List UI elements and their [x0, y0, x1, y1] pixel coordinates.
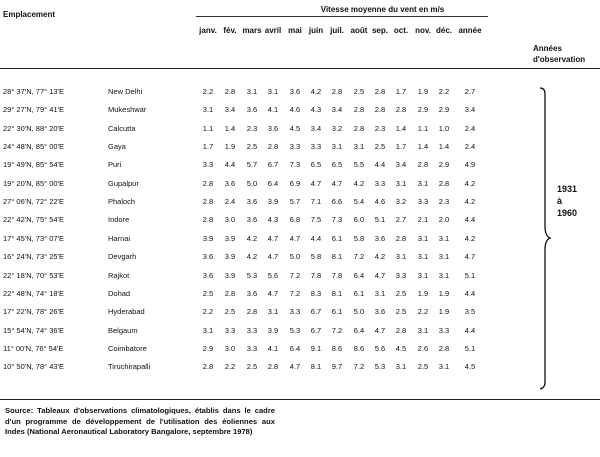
annual-value-cell: 2.4	[464, 142, 476, 152]
monthly-value-cell: 6.4	[353, 270, 365, 280]
coordinates-cell: 17° 45'N, 73° 07'E	[3, 233, 64, 243]
monthly-value-cell: 3.1	[246, 87, 258, 96]
monthly-value-cell: 3.6	[267, 123, 279, 133]
monthly-value-cell: 9.1	[310, 343, 322, 353]
monthly-value-cell: 2.5	[224, 307, 236, 317]
coordinates-cell: 27° 06'N, 72° 22'E	[3, 197, 64, 207]
coordinates-cell: 24° 48'N, 85° 00'E	[3, 142, 64, 152]
monthly-value-cell: 2.8	[353, 123, 365, 133]
monthly-value-cell: 3.4	[310, 123, 322, 133]
monthly-value-cell: 2.8	[224, 87, 236, 96]
location-name-cell: Belgaum	[108, 325, 138, 335]
month-header: juil.	[330, 26, 344, 35]
month-header: oct.	[393, 26, 409, 35]
location-name-cell: Tiruchirapalli	[108, 362, 151, 372]
monthly-value-cell: 5.3	[289, 325, 301, 335]
location-name-cell: Indore	[108, 215, 130, 225]
monthly-value-cell: 7.2	[353, 252, 365, 262]
monthly-value-cell: 4.2	[246, 233, 258, 243]
coordinates-cell: 11° 00'N, 76° 54'E	[3, 343, 64, 353]
monthly-value-cell: 3.0	[224, 343, 236, 353]
monthly-value-cell: 7.8	[310, 270, 322, 280]
coordinates-cell: 15° 54'N, 74° 36'E	[3, 325, 64, 335]
monthly-value-cell: 8.1	[310, 362, 322, 372]
monthly-value-cell: 3.3	[438, 325, 450, 335]
brace-icon	[538, 86, 552, 391]
month-header: mars	[242, 26, 262, 35]
monthly-value-cell: 4.3	[267, 215, 279, 225]
location-name-cell: Dohad	[108, 288, 131, 298]
monthly-value-cell: 3.1	[202, 105, 214, 115]
monthly-value-cell: 3.2	[331, 123, 343, 133]
monthly-value-cell: 2.8	[202, 178, 214, 188]
coordinates-cell: 22° 42'N, 75° 54'E	[3, 215, 64, 225]
monthly-value-cell: 3.3	[246, 325, 258, 335]
monthly-value-cell: 4.1	[267, 105, 279, 115]
monthly-value-cell: 5.0	[289, 252, 301, 262]
monthly-value-cell: 3.6	[224, 178, 236, 188]
monthly-value-cell: 2.5	[246, 362, 258, 372]
annual-value-cell: 5.1	[464, 270, 476, 280]
monthly-value-cell: 7.2	[331, 325, 343, 335]
monthly-value-cell: 3.6	[246, 215, 258, 225]
annual-value-cell: 5.1	[464, 343, 476, 353]
monthly-value-cell: 2.5	[417, 362, 429, 372]
coordinates-cell: 19° 20'N, 85° 00'E	[3, 178, 64, 188]
monthly-value-cell: 2.5	[395, 307, 407, 317]
monthly-value-cell: 3.1	[417, 233, 429, 243]
monthly-value-cell: 8.6	[353, 343, 365, 353]
month-header: juin	[308, 26, 324, 35]
location-name-cell: Calcutta	[108, 123, 136, 133]
monthly-value-cell: 3.9	[202, 233, 214, 243]
monthly-value-cell: 2.8	[202, 197, 214, 207]
monthly-value-cell: 4.7	[310, 178, 322, 188]
header-rule	[0, 68, 600, 69]
location-header: Emplacement	[3, 10, 56, 19]
annual-value-cell: 4.2	[464, 178, 476, 188]
monthly-value-cell: 6.7	[267, 160, 279, 170]
monthly-value-cell: 3.9	[224, 233, 236, 243]
monthly-value-cell: 2.1	[417, 215, 429, 225]
monthly-value-cell: 4.7	[267, 252, 279, 262]
monthly-value-cell: 2.3	[374, 123, 386, 133]
monthly-value-cell: 4.7	[331, 178, 343, 188]
month-header: déc.	[435, 26, 452, 35]
monthly-value-cell: 3.4	[395, 160, 407, 170]
monthly-value-cell: 2.2	[202, 307, 214, 317]
monthly-value-cell: 3.3	[417, 197, 429, 207]
monthly-value-cell: 5.8	[310, 252, 322, 262]
monthly-value-cell: 3.6	[246, 105, 258, 115]
location-name-cell: Rajkot	[108, 270, 130, 280]
years-label-line1: Années	[533, 44, 562, 53]
monthly-value-cell: 4.2	[374, 252, 386, 262]
monthly-value-cell: 1.4	[438, 142, 450, 152]
monthly-value-cell: 4.2	[310, 87, 322, 96]
monthly-value-cell: 5.6	[267, 270, 279, 280]
monthly-value-cell: 3.1	[202, 325, 214, 335]
monthly-value-cell: 1.7	[395, 87, 407, 96]
monthly-value-cell: 6.7	[310, 325, 322, 335]
monthly-value-cell: 2.8	[331, 87, 343, 96]
monthly-value-cell: 3.6	[202, 270, 214, 280]
monthly-value-cell: 7.5	[310, 215, 322, 225]
monthly-value-cell: 3.1	[267, 307, 279, 317]
footer-rule	[0, 399, 600, 400]
monthly-value-cell: 4.2	[353, 178, 365, 188]
location-name-cell: Mukeshwar	[108, 105, 147, 115]
monthly-value-cell: 5.0	[246, 178, 258, 188]
group-title: Vitesse moyenne du vent en m/s	[320, 5, 445, 14]
monthly-value-cell: 6.7	[310, 307, 322, 317]
monthly-value-cell: 3.4	[331, 105, 343, 115]
annual-value-cell: 4.2	[464, 233, 476, 243]
monthly-value-cell: 3.1	[267, 87, 279, 96]
coordinates-cell: 19° 49'N, 85° 54'E	[3, 160, 64, 170]
monthly-value-cell: 7.8	[331, 270, 343, 280]
period-separator: à	[557, 196, 563, 206]
monthly-value-cell: 6.5	[310, 160, 322, 170]
monthly-value-cell: 5.7	[246, 160, 258, 170]
monthly-value-cell: 7.2	[353, 362, 365, 372]
coordinates-cell: 22° 18'N, 70° 53'E	[3, 270, 64, 280]
monthly-value-cell: 3.1	[331, 142, 343, 152]
monthly-value-cell: 3.1	[417, 178, 429, 188]
period-end: 1960	[557, 208, 578, 218]
monthly-value-cell: 3.1	[417, 325, 429, 335]
source-note: Source: Tableaux d'observations climatologiques, établis dans le cadre d'un programme de développement de l'utilisation des éoliennes aux Indes (National Aeronautical Laboratory Bangalore, septembre 1978)	[5, 406, 275, 436]
monthly-value-cell: 3.1	[417, 270, 429, 280]
month-header: année	[458, 26, 482, 35]
monthly-value-cell: 2.8	[417, 160, 429, 170]
annual-value-cell: 2.4	[464, 123, 476, 133]
monthly-value-cell: 2.2	[417, 307, 429, 317]
location-name-cell: Gaya	[108, 142, 126, 152]
monthly-value-cell: 2.8	[202, 215, 214, 225]
monthly-value-cell: 3.9	[224, 270, 236, 280]
monthly-value-cell: 2.5	[374, 142, 386, 152]
monthly-value-cell: 4.5	[395, 343, 407, 353]
monthly-value-cell: 1.0	[438, 123, 450, 133]
monthly-value-cell: 6.4	[353, 325, 365, 335]
monthly-value-cell: 6.9	[289, 178, 301, 188]
annual-value-cell: 4.7	[464, 252, 476, 262]
monthly-value-cell: 4.7	[374, 325, 386, 335]
monthly-value-cell: 2.9	[417, 105, 429, 115]
location-name-cell: Puri	[108, 160, 122, 170]
monthly-value-cell: 3.3	[289, 307, 301, 317]
monthly-value-cell: 2.8	[202, 362, 214, 372]
monthly-value-cell: 2.8	[224, 288, 236, 298]
monthly-value-cell: 6.0	[353, 215, 365, 225]
monthly-value-cell: 1.9	[417, 288, 429, 298]
monthly-value-cell: 3.3	[289, 142, 301, 152]
monthly-value-cell: 6.1	[353, 288, 365, 298]
monthly-value-cell: 3.2	[395, 197, 407, 207]
monthly-value-cell: 2.8	[374, 105, 386, 115]
monthly-value-cell: 2.2	[224, 362, 236, 372]
monthly-value-cell: 3.6	[374, 307, 386, 317]
location-name-cell: New Delhi	[108, 87, 143, 96]
monthly-value-cell: 2.7	[395, 215, 407, 225]
monthly-value-cell: 5.7	[289, 197, 301, 207]
annual-value-cell: 4.9	[464, 160, 476, 170]
coordinates-cell: 10° 50'N, 78° 43'E	[3, 362, 64, 372]
monthly-value-cell: 3.4	[224, 105, 236, 115]
monthly-value-cell: 7.2	[289, 288, 301, 298]
coordinates-cell: 17° 22'N, 78° 26'E	[3, 307, 64, 317]
monthly-value-cell: 3.6	[374, 233, 386, 243]
annual-value-cell: 2.7	[464, 87, 476, 96]
monthly-value-cell: 5.4	[353, 197, 365, 207]
monthly-value-cell: 4.4	[310, 233, 322, 243]
monthly-value-cell: 6.6	[331, 197, 343, 207]
monthly-value-cell: 5.6	[374, 343, 386, 353]
monthly-value-cell: 4.4	[224, 160, 236, 170]
monthly-value-cell: 2.8	[267, 142, 279, 152]
monthly-value-cell: 5.8	[353, 233, 365, 243]
monthly-value-cell: 3.1	[353, 142, 365, 152]
monthly-value-cell: 3.6	[246, 197, 258, 207]
monthly-value-cell: 7.1	[310, 197, 322, 207]
monthly-value-cell: 3.1	[438, 270, 450, 280]
monthly-value-cell: 3.1	[395, 362, 407, 372]
monthly-value-cell: 1.4	[224, 123, 236, 133]
monthly-value-cell: 1.1	[417, 123, 429, 133]
monthly-value-cell: 2.2	[202, 87, 214, 96]
month-header: fév.	[223, 26, 237, 35]
location-name-cell: Harnai	[108, 233, 131, 243]
location-name-cell: Hyderabad	[108, 307, 145, 317]
monthly-value-cell: 6.1	[331, 307, 343, 317]
monthly-value-cell: 2.5	[395, 288, 407, 298]
coordinates-cell: 16° 24'N, 73° 25'E	[3, 252, 64, 262]
monthly-value-cell: 4.7	[267, 233, 279, 243]
monthly-value-cell: 3.3	[224, 325, 236, 335]
monthly-value-cell: 4.7	[289, 233, 301, 243]
monthly-value-cell: 2.8	[438, 178, 450, 188]
monthly-value-cell: 4.7	[374, 270, 386, 280]
monthly-value-cell: 3.0	[224, 215, 236, 225]
monthly-value-cell: 2.8	[267, 362, 279, 372]
annual-value-cell: 4.2	[464, 197, 476, 207]
monthly-value-cell: 4.7	[289, 362, 301, 372]
monthly-value-cell: 3.9	[267, 197, 279, 207]
coordinates-cell: 22° 48'N, 74° 18'E	[3, 288, 64, 298]
monthly-value-cell: 1.9	[224, 142, 236, 152]
monthly-value-cell: 2.8	[395, 325, 407, 335]
monthly-value-cell: 2.6	[417, 343, 429, 353]
monthly-value-cell: 6.4	[267, 178, 279, 188]
monthly-value-cell: 3.3	[202, 160, 214, 170]
monthly-value-cell: 4.6	[374, 197, 386, 207]
monthly-value-cell: 7.3	[331, 215, 343, 225]
monthly-value-cell: 2.8	[374, 87, 386, 96]
monthly-value-cell: 3.6	[246, 288, 258, 298]
monthly-value-cell: 4.1	[267, 343, 279, 353]
monthly-value-cell: 5.3	[374, 362, 386, 372]
monthly-value-cell: 6.4	[289, 343, 301, 353]
coordinates-cell: 29° 27'N, 79° 41'E	[3, 105, 64, 115]
month-header: août	[350, 26, 368, 35]
monthly-value-cell: 5.5	[353, 160, 365, 170]
monthly-value-cell: 3.3	[374, 178, 386, 188]
monthly-value-cell: 2.8	[438, 343, 450, 353]
monthly-value-cell: 4.4	[374, 160, 386, 170]
monthly-value-cell: 3.1	[438, 233, 450, 243]
monthly-value-cell: 2.3	[246, 123, 258, 133]
monthly-value-cell: 8.3	[310, 288, 322, 298]
annual-value-cell: 4.4	[464, 325, 476, 335]
monthly-value-cell: 2.3	[438, 197, 450, 207]
month-header: nov.	[415, 26, 431, 35]
monthly-value-cell: 4.7	[267, 288, 279, 298]
monthly-value-cell: 3.6	[202, 252, 214, 262]
location-name-cell: Gupalpur	[108, 178, 139, 188]
monthly-value-cell: 4.6	[289, 105, 301, 115]
monthly-value-cell: 7.3	[289, 160, 301, 170]
monthly-value-cell: 3.3	[395, 270, 407, 280]
location-name-cell: Coimbatore	[108, 343, 147, 353]
monthly-value-cell: 3.1	[374, 288, 386, 298]
monthly-value-cell: 1.9	[438, 307, 450, 317]
month-header: janv.	[199, 26, 217, 35]
monthly-value-cell: 2.9	[438, 105, 450, 115]
monthly-value-cell: 2.5	[202, 288, 214, 298]
monthly-value-cell: 1.7	[395, 142, 407, 152]
monthly-value-cell: 5.3	[246, 270, 258, 280]
monthly-value-cell: 1.7	[202, 142, 214, 152]
monthly-value-cell: 2.8	[246, 307, 258, 317]
monthly-value-cell: 1.9	[438, 288, 450, 298]
monthly-value-cell: 5.1	[374, 215, 386, 225]
monthly-value-cell: 3.3	[246, 343, 258, 353]
monthly-value-cell: 1.9	[417, 87, 429, 96]
monthly-value-cell: 2.5	[246, 142, 258, 152]
monthly-value-cell: 6.5	[331, 160, 343, 170]
coordinates-cell: 28° 37'N, 77° 13'E	[3, 87, 64, 96]
monthly-value-cell: 4.3	[310, 105, 322, 115]
month-header: avril	[264, 26, 282, 35]
monthly-value-cell: 5.0	[353, 307, 365, 317]
monthly-value-cell: 2.9	[438, 160, 450, 170]
observation-period	[557, 183, 577, 219]
coordinates-cell: 22° 30'N, 88° 20'E	[3, 123, 64, 133]
monthly-value-cell: 3.1	[438, 362, 450, 372]
monthly-value-cell: 2.5	[353, 87, 365, 96]
month-header: mai	[288, 26, 302, 35]
monthly-value-cell: 8.1	[331, 288, 343, 298]
annual-value-cell: 4.4	[464, 288, 476, 298]
monthly-value-cell: 8.1	[331, 252, 343, 262]
monthly-value-cell: 2.4	[224, 197, 236, 207]
location-name-cell: Phaloch	[108, 197, 136, 207]
group-underline	[196, 16, 488, 17]
monthly-value-cell: 1.4	[395, 123, 407, 133]
period-start: 1931	[557, 184, 578, 194]
monthly-value-cell: 4.2	[246, 252, 258, 262]
monthly-value-cell: 6.8	[289, 215, 301, 225]
monthly-value-cell: 2.8	[395, 233, 407, 243]
monthly-value-cell: 8.6	[331, 343, 343, 353]
monthly-value-cell: 3.3	[310, 142, 322, 152]
monthly-value-cell: 3.1	[438, 252, 450, 262]
years-header	[533, 43, 585, 65]
monthly-value-cell: 3.1	[395, 178, 407, 188]
annual-value-cell: 4.4	[464, 215, 476, 225]
monthly-value-cell: 7.2	[289, 270, 301, 280]
monthly-value-cell: 2.0	[438, 215, 450, 225]
location-name-cell: Devgarh	[108, 252, 137, 262]
years-label-line2: d'observation	[533, 55, 586, 64]
annual-value-cell: 3.5	[464, 307, 476, 317]
annual-value-cell: 3.4	[464, 105, 476, 115]
month-header: sep.	[371, 26, 388, 35]
monthly-value-cell: 4.5	[289, 123, 301, 133]
monthly-value-cell: 1.4	[417, 142, 429, 152]
monthly-value-cell: 3.1	[395, 252, 407, 262]
monthly-value-cell: 2.8	[353, 105, 365, 115]
monthly-value-cell: 3.9	[267, 325, 279, 335]
annual-value-cell: 4.5	[464, 362, 476, 372]
monthly-value-cell: 3.1	[417, 252, 429, 262]
monthly-value-cell: 3.6	[289, 87, 301, 96]
monthly-value-cell: 2.9	[202, 343, 214, 353]
monthly-value-cell: 9.7	[331, 362, 343, 372]
monthly-value-cell: 2.2	[438, 87, 450, 96]
monthly-value-cell: 3.9	[224, 252, 236, 262]
monthly-value-cell: 2.8	[395, 105, 407, 115]
monthly-value-cell: 1.1	[202, 123, 214, 133]
monthly-value-cell: 6.1	[331, 233, 343, 243]
